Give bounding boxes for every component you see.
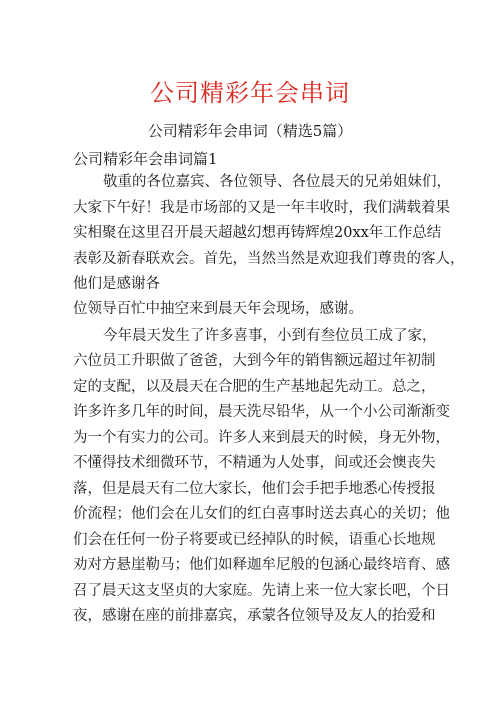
page-title: 公司精彩年会串词: [150, 79, 350, 107]
paragraph-line: 今年晨天发生了许多喜事，小到有叁位员工成了家，: [103, 328, 437, 344]
paragraph-line: 不懂得技术细微环节，不精通为人处事，间或还会懊丧失: [73, 455, 436, 471]
paragraph-line: 为一个有实力的公司。许多人来到晨天的时候，身无外物，: [73, 430, 450, 446]
paragraph-line: 们会在任何一份子将要或已经掉队的时候，语重心长地规: [73, 532, 436, 548]
paragraph-line: 价流程；他们会在儿女们的红白喜事时送去真心的关切；他: [73, 506, 450, 522]
paragraph-line: 落，但是晨天有二位大家长，他们会手把手地悉心传授报: [73, 481, 436, 497]
paragraph-line: 夜，感谢在座的前排嘉宾，承蒙各位领导及友人的抬爱和: [73, 608, 436, 624]
page-subtitle: 公司精彩年会串词（精选5篇）: [147, 122, 353, 140]
paragraph-line: 大家下午好！我是市场部的又是一年丰收时，我们满载着果: [73, 200, 450, 216]
paragraph-line: 定的支配，以及晨天在合肥的生产基地起先动工。总之，: [73, 379, 436, 395]
paragraph-line: 敬重的各位嘉宾、各位领导、各位晨天的兄弟姐妹们，: [103, 174, 451, 190]
paragraph-line: 六位员工升职做了爸爸，大到今年的销售额远超过年初制: [73, 353, 436, 369]
section-heading: 公司精彩年会串词篇1: [73, 150, 218, 168]
paragraph-line: 实相聚在这里召开晨天超越幻想再铸辉煌20xx年工作总结: [73, 225, 442, 241]
paragraph-line: 位领导百忙中抽空来到晨天年会现场，感谢。: [73, 301, 363, 317]
paragraph-line: 劝对方悬崖勒马；他们如释迦牟尼般的包涵心最终培育、感: [73, 557, 450, 573]
paragraph-line: 召了晨天这支坚贞的大家庭。先请上来一位大家长吧，个日: [73, 583, 450, 599]
paragraph-line: 许多许多几年的时间，晨天洗尽铅华，从一个小公司渐渐变: [73, 404, 450, 420]
paragraph-line: 他们是感谢各: [73, 276, 160, 292]
paragraph-line: 表彰及新春联欢会。首先，当然当然是欢迎我们尊贵的客人，: [73, 251, 465, 267]
